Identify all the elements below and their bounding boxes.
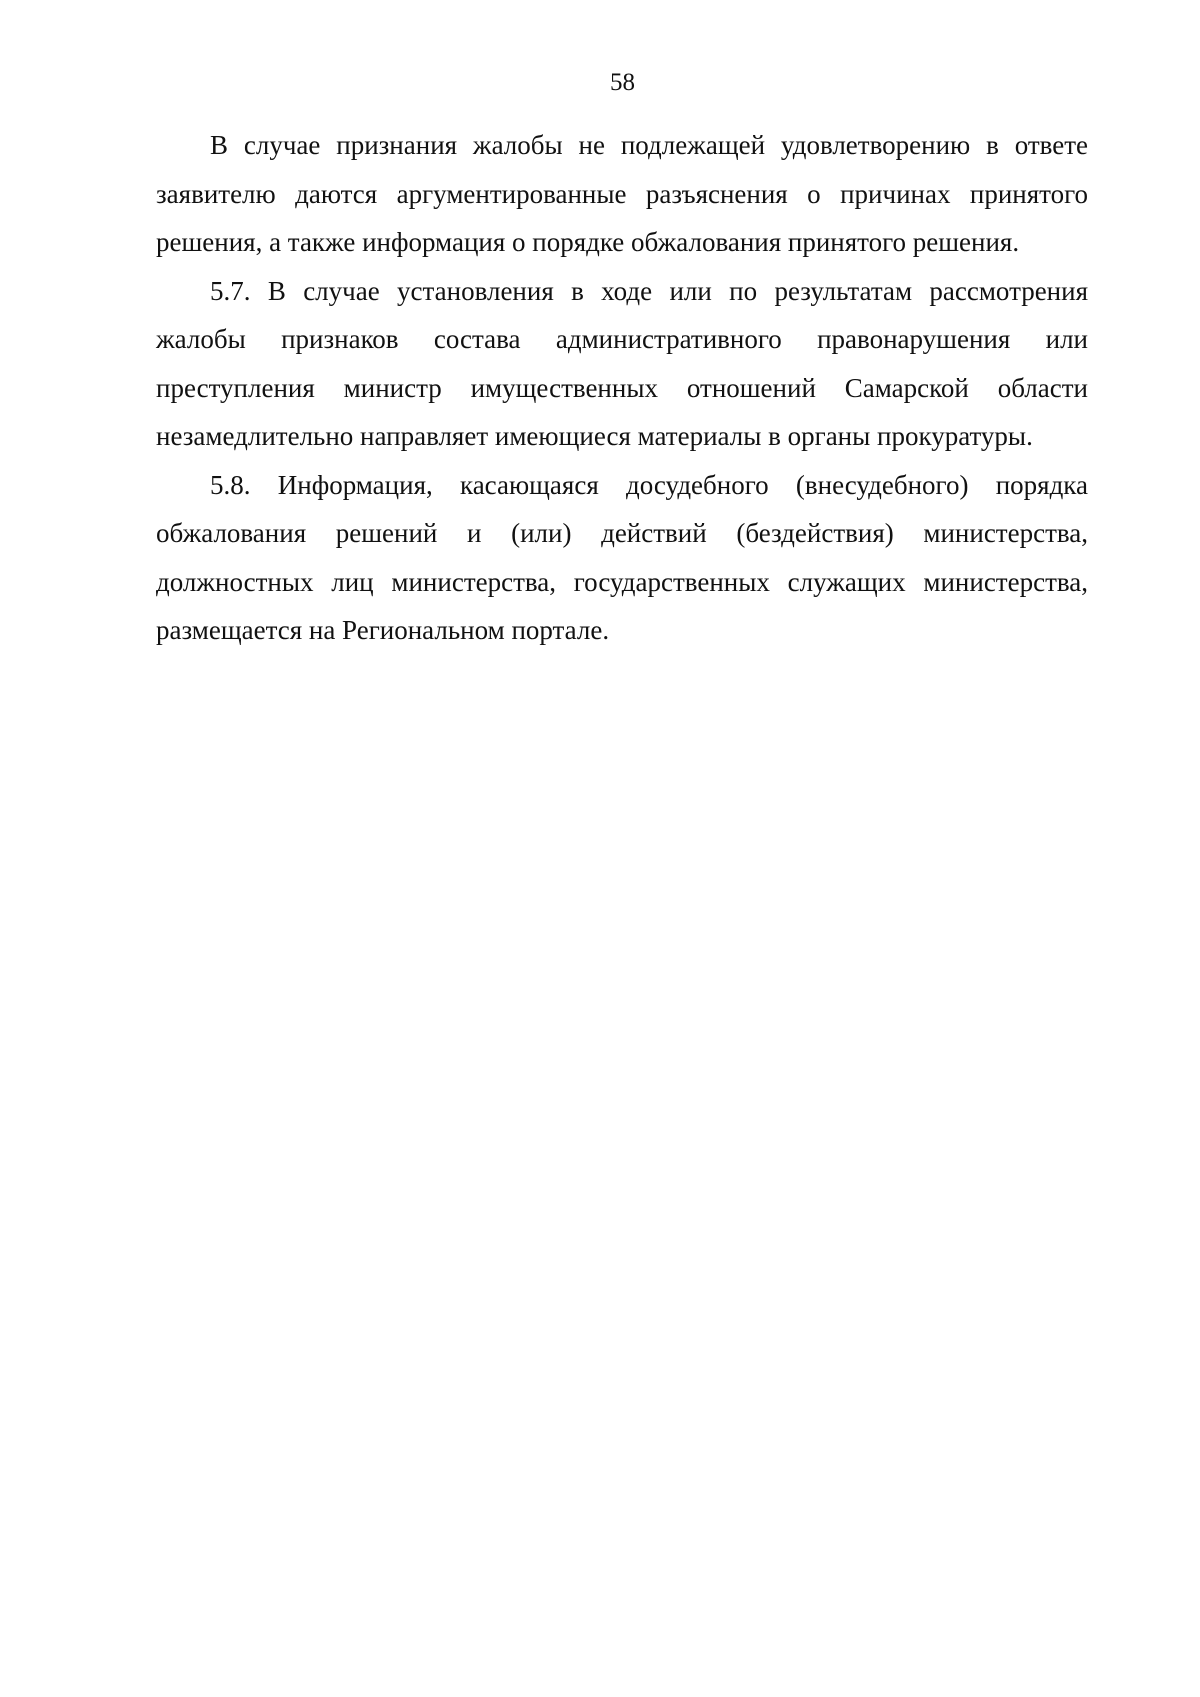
- paragraph-complaint-rejection: В случае признания жалобы не подлежащей удовлетворению в ответе заявителю даются аргументированные разъяснения о причинах принятого решения, а также информация о порядке обжалования принятого решения.: [156, 130, 1088, 257]
- paragraph-5-8: 5.8. Информация, касающаяся досудебного (внесудебного) порядка обжалования решений и (или) действий (бездействия) министерства, должностных лиц министерства, государственных служащих министерства, размещается на Региональном портале.: [156, 469, 1088, 645]
- document-body: [156, 121, 1088, 655]
- page-number: 58: [610, 69, 635, 96]
- paragraph-5-7: 5.7. В случае установления в ходе или по результатам рассмотрения жалобы признаков состава административного правонарушения или преступления министр имущественных отношений Самарской области незамедлительно направляет имеющиеся материалы в органы прокуратуры.: [156, 275, 1088, 451]
